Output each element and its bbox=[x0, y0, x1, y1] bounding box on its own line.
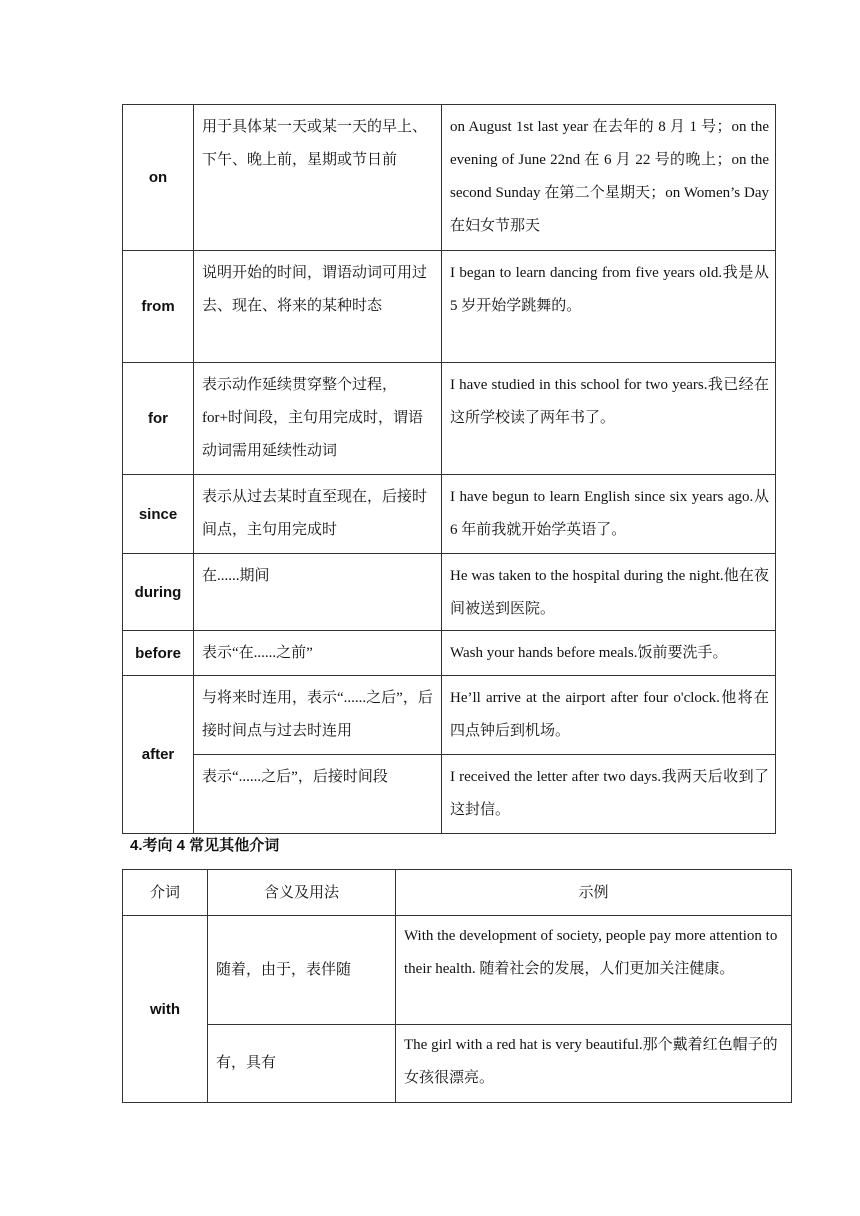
preposition-cell: before bbox=[123, 631, 194, 676]
usage-cell: 表示“......之后”，后接时间段 bbox=[194, 755, 442, 834]
usage-cell: 表示从过去某时直至现在，后接时间点，主句用完成时 bbox=[194, 475, 442, 554]
example-cell: I have studied in this school for two years.我已经在这所学校读了两年书了。 bbox=[442, 363, 776, 475]
time-prepositions-table bbox=[122, 104, 776, 834]
table-row bbox=[123, 676, 776, 755]
column-header: 介词 bbox=[123, 870, 208, 916]
usage-cell: 在......期间 bbox=[194, 554, 442, 631]
table-row bbox=[123, 105, 776, 251]
example-cell: I began to learn dancing from five years old.我是从 5 岁开始学跳舞的。 bbox=[442, 251, 776, 363]
example-cell: I have begun to learn English since six years ago.从 6 年前我就开始学英语了。 bbox=[442, 475, 776, 554]
other-prepositions-table bbox=[122, 869, 792, 1103]
usage-cell: 表示“在......之前” bbox=[194, 631, 442, 676]
example-cell: Wash your hands before meals.饭前要洗手。 bbox=[442, 631, 776, 676]
table-row bbox=[123, 1025, 792, 1103]
example-cell: He was taken to the hospital during the night.他在夜间被送到医院。 bbox=[442, 554, 776, 631]
preposition-cell: with bbox=[123, 916, 208, 1103]
preposition-cell: for bbox=[123, 363, 194, 475]
preposition-cell: from bbox=[123, 251, 194, 363]
table-row bbox=[123, 631, 776, 676]
preposition-cell: since bbox=[123, 475, 194, 554]
table-row bbox=[123, 554, 776, 631]
usage-cell: 随着，由于，表伴随 bbox=[208, 916, 396, 1025]
example-cell: He’ll arrive at the airport after four o'clock.他将在四点钟后到机场。 bbox=[442, 676, 776, 755]
column-header: 示例 bbox=[396, 870, 792, 916]
table-row bbox=[123, 475, 776, 554]
example-cell: I received the letter after two days.我两天后收到了这封信。 bbox=[442, 755, 776, 834]
table-row bbox=[123, 363, 776, 475]
example-cell: With the development of society, people pay more attention to their health. 随着社会的发展，人们更加关注健康。 bbox=[396, 916, 792, 1025]
table-row bbox=[123, 251, 776, 363]
usage-cell: 说明开始的时间，谓语动词可用过去、现在、将来的某种时态 bbox=[194, 251, 442, 363]
section-heading: 4.考向 4 常见其他介词 bbox=[130, 837, 280, 854]
usage-cell: 有，具有 bbox=[208, 1025, 396, 1103]
preposition-cell: on bbox=[123, 105, 194, 251]
usage-cell: 表示动作延续贯穿整个过程，for+时间段，主句用完成时，谓语动词需用延续性动词 bbox=[194, 363, 442, 475]
column-header: 含义及用法 bbox=[208, 870, 396, 916]
usage-cell: 用于具体某一天或某一天的早上、下午、晚上前，星期或节日前 bbox=[194, 105, 442, 251]
example-cell: on August 1st last year 在去年的 8 月 1 号；on the evening of June 22nd 在 6 月 22 号的晚上；on the second Sunday 在第二个星期天；on Women’s Day 在妇女节那天 bbox=[442, 105, 776, 251]
usage-cell: 与将来时连用，表示“......之后”，后接时间点与过去时连用 bbox=[194, 676, 442, 755]
table-row bbox=[123, 755, 776, 834]
table-row bbox=[123, 916, 792, 1025]
preposition-cell: during bbox=[123, 554, 194, 631]
table-header-row bbox=[123, 870, 792, 916]
example-cell: The girl with a red hat is very beautiful.那个戴着红色帽子的女孩很漂亮。 bbox=[396, 1025, 792, 1103]
preposition-cell: after bbox=[123, 676, 194, 834]
